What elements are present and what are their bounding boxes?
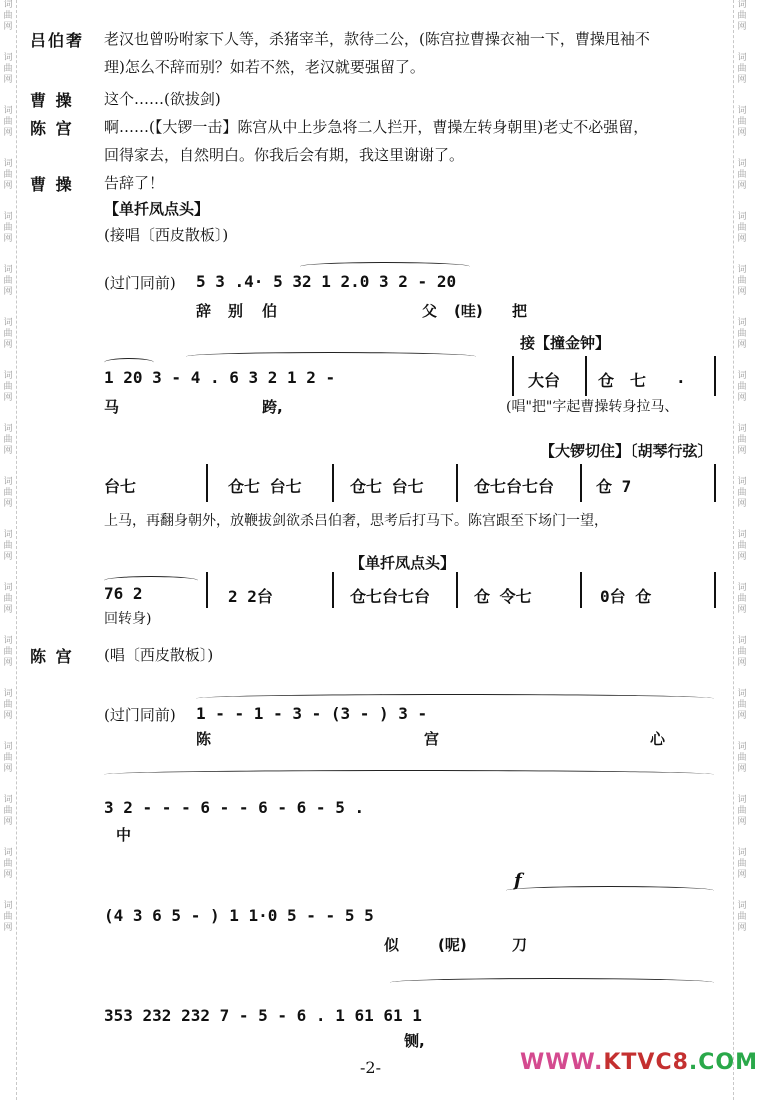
side-watermark-char: 曲: [3, 753, 13, 763]
role-lubaishe: 吕伯奢: [30, 31, 85, 50]
side-watermark-char: 网: [737, 711, 747, 721]
perc: 仓七台七台: [474, 477, 555, 496]
side-watermark-char: 曲: [3, 541, 13, 551]
side-watermark-char: 词: [3, 318, 13, 328]
slur: [196, 694, 714, 703]
side-watermark-char: 词: [737, 477, 747, 487]
side-watermark-char: 词: [737, 636, 747, 646]
side-watermark-char: 曲: [3, 700, 13, 710]
perc: 2 2台: [228, 587, 273, 606]
lyric: 陈: [196, 730, 212, 748]
page-number: -2-: [360, 1058, 381, 1077]
notation-row: 5 3 .4· 5 32 1 2.0 3 2 - 20: [196, 272, 457, 291]
music-prefix: (过门同前): [104, 274, 176, 292]
right-watermark-strip: [733, 0, 750, 1100]
lyric: 伯: [262, 302, 278, 320]
side-watermark-char: 词: [3, 265, 13, 275]
side-watermark-char: 网: [737, 552, 747, 562]
side-watermark-char: 曲: [737, 11, 747, 21]
role-caocao: 曹 操: [30, 91, 74, 110]
perc-label: 【单扦凤点头】: [350, 554, 456, 572]
side-watermark-char: 曲: [3, 435, 13, 445]
side-watermark-char: 网: [737, 234, 747, 244]
side-watermark: [0, 318, 16, 351]
dialogue-line: 这个……(欲拔剑): [104, 90, 221, 108]
dialogue-line: 啊……(【大锣一击】陈宫从中上步急将二人拦开，曹操左转身朝里)老丈不必强留，: [104, 118, 649, 136]
side-watermark-char: 词: [737, 0, 747, 10]
side-watermark-char: 曲: [737, 223, 747, 233]
barline: [585, 356, 587, 396]
side-watermark-char: 曲: [3, 382, 13, 392]
side-watermark-char: 词: [737, 424, 747, 434]
side-watermark-char: 曲: [3, 912, 13, 922]
side-watermark-char: 网: [3, 499, 13, 509]
lyric: 铡,: [404, 1032, 425, 1050]
music-prefix: (过门同前): [104, 706, 176, 724]
side-watermark: [734, 689, 750, 722]
side-watermark-char: 网: [737, 499, 747, 509]
side-watermark-char: 网: [737, 340, 747, 350]
side-watermark-char: 曲: [737, 647, 747, 657]
side-watermark: [0, 265, 16, 298]
side-watermark: [734, 0, 750, 33]
side-watermark: [0, 583, 16, 616]
notation-row: 1 - - 1 - 3 - (3 - ) 3 -: [196, 704, 428, 723]
side-watermark-char: 词: [3, 742, 13, 752]
side-watermark-char: 词: [3, 159, 13, 169]
side-watermark: [0, 477, 16, 510]
perc: 仓七台七台: [350, 587, 431, 606]
side-watermark-char: 网: [737, 923, 747, 933]
side-watermark-char: 词: [3, 53, 13, 63]
barline: [206, 572, 208, 608]
side-watermark: [734, 106, 750, 139]
side-watermark-char: 网: [3, 764, 13, 774]
side-watermark-char: 曲: [3, 276, 13, 286]
lyric: 宫: [424, 730, 440, 748]
role-chengong: 陈 宫: [30, 119, 74, 138]
lyric: 跨,: [262, 398, 283, 416]
section-subheading: (接唱〔西皮散板〕): [104, 226, 229, 244]
dialogue-line: 回得家去，自然明白。你我后会有期，我这里谢谢了。: [104, 146, 465, 164]
perc: 台七: [104, 477, 137, 496]
side-watermark: [734, 53, 750, 86]
barline: [206, 464, 208, 502]
side-watermark-char: 词: [3, 371, 13, 381]
side-watermark-char: 词: [737, 530, 747, 540]
site-watermark: [520, 1050, 758, 1075]
side-watermark: [0, 106, 16, 139]
side-watermark-char: 曲: [737, 488, 747, 498]
slur: [104, 358, 154, 367]
perc: 仓: [598, 371, 615, 390]
side-watermark-char: 曲: [3, 223, 13, 233]
side-watermark-char: 网: [3, 552, 13, 562]
barline: [714, 356, 716, 396]
side-watermark-char: 曲: [737, 700, 747, 710]
side-watermark: [734, 848, 750, 881]
dialogue-line: 老汉也曾吩咐家下人等，杀猪宰羊，款待二公，(陈宫拉曹操衣袖一下，曹操甩袖不: [104, 30, 650, 48]
side-watermark-char: 词: [737, 689, 747, 699]
side-watermark-char: 曲: [737, 859, 747, 869]
side-watermark: [734, 795, 750, 828]
side-watermark-char: 曲: [737, 541, 747, 551]
side-watermark-char: 网: [3, 22, 13, 32]
side-watermark-char: 曲: [3, 117, 13, 127]
side-watermark: [734, 636, 750, 669]
site-watermark-name: KTVC8: [603, 1050, 689, 1075]
lyric: 父: [422, 302, 438, 320]
side-watermark-char: 网: [737, 817, 747, 827]
side-watermark-char: 网: [737, 22, 747, 32]
side-watermark-char: 曲: [737, 117, 747, 127]
side-watermark-char: 词: [737, 742, 747, 752]
side-watermark: [0, 636, 16, 669]
side-watermark-char: 词: [737, 848, 747, 858]
side-watermark-char: 曲: [3, 11, 13, 21]
side-watermark: [0, 795, 16, 828]
side-watermark-char: 曲: [3, 859, 13, 869]
side-watermark-char: 网: [737, 446, 747, 456]
side-watermark-char: 词: [3, 583, 13, 593]
lyric: (哇): [454, 302, 483, 320]
side-watermark: [0, 742, 16, 775]
perc: 仓七 台七: [228, 477, 302, 496]
section-subheading: (唱〔西皮散板〕): [104, 646, 214, 664]
side-watermark-char: 曲: [3, 647, 13, 657]
site-watermark-prefix: WWW.: [520, 1050, 604, 1075]
side-watermark: [0, 424, 16, 457]
perc: 七: [630, 371, 647, 390]
side-watermark-char: 词: [3, 212, 13, 222]
side-watermark-char: 词: [3, 901, 13, 911]
side-watermark-char: 词: [3, 106, 13, 116]
side-watermark-char: 词: [737, 106, 747, 116]
perc: 0台 仓: [600, 587, 652, 606]
side-watermark-char: 词: [737, 583, 747, 593]
barline: [456, 464, 458, 502]
stage-direction: 回转身): [104, 611, 152, 627]
side-watermark-char: 网: [737, 764, 747, 774]
perc: 仓 令七: [474, 587, 532, 606]
side-watermark-char: 词: [737, 795, 747, 805]
side-watermark-char: 词: [3, 530, 13, 540]
side-watermark-char: 网: [3, 658, 13, 668]
barline: [714, 464, 716, 502]
barline: [332, 464, 334, 502]
slur: [104, 770, 714, 779]
side-watermark-char: 网: [3, 817, 13, 827]
barline: [580, 464, 582, 502]
side-watermark-char: 网: [737, 870, 747, 880]
side-watermark-char: 词: [737, 265, 747, 275]
section-heading: 【单扦凤点头】: [104, 200, 210, 218]
side-watermark-char: 词: [737, 901, 747, 911]
dynamic-mark: f: [514, 870, 522, 891]
side-watermark-char: 词: [3, 689, 13, 699]
perc: 仓七 台七: [350, 477, 424, 496]
side-watermark-char: 词: [737, 159, 747, 169]
lyric: 把: [512, 302, 528, 320]
lyric: 中: [116, 826, 132, 844]
slur: [186, 352, 476, 361]
side-watermark-char: 词: [3, 795, 13, 805]
side-watermark-char: 网: [737, 393, 747, 403]
side-watermark-char: 曲: [737, 170, 747, 180]
side-watermark-char: 曲: [737, 806, 747, 816]
slur: [300, 262, 470, 271]
side-watermark-char: 网: [3, 75, 13, 85]
side-watermark-char: 曲: [3, 488, 13, 498]
left-watermark-strip: [0, 0, 17, 1100]
side-watermark-char: 网: [3, 446, 13, 456]
side-watermark: [734, 318, 750, 351]
side-watermark: [0, 212, 16, 245]
side-watermark: [734, 265, 750, 298]
side-watermark: [734, 742, 750, 775]
notation-row: 3 2 - - - 6 - - 6 - 6 - 5 .: [104, 798, 365, 817]
side-watermark: [734, 530, 750, 563]
barline: [580, 572, 582, 608]
side-watermark-char: 词: [3, 477, 13, 487]
side-watermark-char: 词: [3, 0, 13, 10]
side-watermark-char: 曲: [737, 594, 747, 604]
role-chengong: 陈 宫: [30, 647, 74, 666]
barline: [332, 572, 334, 608]
side-watermark: [0, 848, 16, 881]
side-watermark-char: 网: [3, 923, 13, 933]
side-watermark-char: 曲: [3, 170, 13, 180]
side-watermark: [0, 371, 16, 404]
stage-direction: (唱"把"字起曹操转身拉马、: [506, 399, 679, 415]
side-watermark-char: 网: [3, 711, 13, 721]
side-watermark-char: 曲: [3, 329, 13, 339]
side-watermark-char: 网: [3, 393, 13, 403]
side-watermark: [0, 901, 16, 934]
lyric: 似: [384, 936, 400, 954]
side-watermark: [0, 530, 16, 563]
side-watermark: [734, 901, 750, 934]
slur: [506, 886, 714, 895]
side-watermark-char: 网: [3, 181, 13, 191]
slur: [390, 978, 714, 987]
side-watermark: [0, 0, 16, 33]
perc: 仓 7: [596, 477, 632, 496]
role-caocao: 曹 操: [30, 175, 74, 194]
side-watermark-char: 词: [3, 848, 13, 858]
side-watermark-char: 网: [737, 658, 747, 668]
side-watermark-char: 网: [737, 605, 747, 615]
side-watermark: [734, 424, 750, 457]
perc: 76 2: [104, 584, 143, 603]
stage-direction: 上马，再翻身朝外，放鞭拔剑欲杀吕伯奢，思考后打马下。陈宫跟至下场门一望，: [104, 513, 608, 529]
lyric: 辞: [196, 302, 212, 320]
barline: [512, 356, 514, 396]
side-watermark-char: 词: [737, 53, 747, 63]
side-watermark-char: 曲: [737, 912, 747, 922]
side-watermark-char: 网: [737, 287, 747, 297]
lyric: (呢): [438, 936, 467, 954]
side-watermark-char: 曲: [737, 753, 747, 763]
side-watermark: [0, 689, 16, 722]
lyric: 刀: [512, 936, 528, 954]
site-watermark-suffix: .COM: [688, 1050, 758, 1075]
lyric: 心: [650, 730, 666, 748]
perc: 大台: [528, 371, 561, 390]
side-watermark-char: 网: [737, 75, 747, 85]
side-watermark-char: 网: [3, 605, 13, 615]
perc-label: 【大锣切住】〔胡琴行弦〕: [540, 442, 713, 460]
perc: .: [676, 368, 686, 387]
dialogue-line: 告辞了！: [104, 174, 165, 192]
lyric: 马: [104, 398, 120, 416]
side-watermark-char: 网: [3, 340, 13, 350]
side-watermark-char: 曲: [737, 329, 747, 339]
side-watermark: [734, 583, 750, 616]
side-watermark-char: 词: [737, 318, 747, 328]
side-watermark-char: 网: [3, 870, 13, 880]
lyric: 别: [228, 302, 244, 320]
side-watermark-char: 曲: [737, 64, 747, 74]
perc-label: 接【撞金钟】: [520, 334, 611, 352]
side-watermark: [734, 159, 750, 192]
dialogue-line: 理)怎么不辞而别？如若不然，老汉就要强留了。: [104, 58, 425, 76]
side-watermark: [0, 159, 16, 192]
side-watermark-char: 词: [3, 636, 13, 646]
side-watermark-char: 网: [737, 128, 747, 138]
side-watermark-char: 曲: [737, 435, 747, 445]
side-watermark-char: 曲: [737, 276, 747, 286]
side-watermark-char: 网: [737, 181, 747, 191]
side-watermark-char: 词: [737, 371, 747, 381]
side-watermark-char: 曲: [737, 382, 747, 392]
side-watermark-char: 曲: [3, 806, 13, 816]
side-watermark-char: 曲: [3, 594, 13, 604]
notation-row: 353 232 232 7 - 5 - 6 . 1 61 61 1: [104, 1006, 422, 1025]
side-watermark-char: 词: [737, 212, 747, 222]
barline: [714, 572, 716, 608]
side-watermark-char: 网: [3, 234, 13, 244]
notation-row: (4 3 6 5 - ) 1 1·0 5 - - 5 5: [104, 906, 374, 925]
side-watermark: [734, 212, 750, 245]
side-watermark-char: 网: [3, 128, 13, 138]
side-watermark-char: 词: [3, 424, 13, 434]
side-watermark: [734, 477, 750, 510]
side-watermark: [734, 371, 750, 404]
barline: [456, 572, 458, 608]
notation-row: 1 20 3 - 4 . 6 3 2 1 2 -: [104, 368, 336, 387]
side-watermark: [0, 53, 16, 86]
side-watermark-char: 曲: [3, 64, 13, 74]
side-watermark-char: 网: [3, 287, 13, 297]
